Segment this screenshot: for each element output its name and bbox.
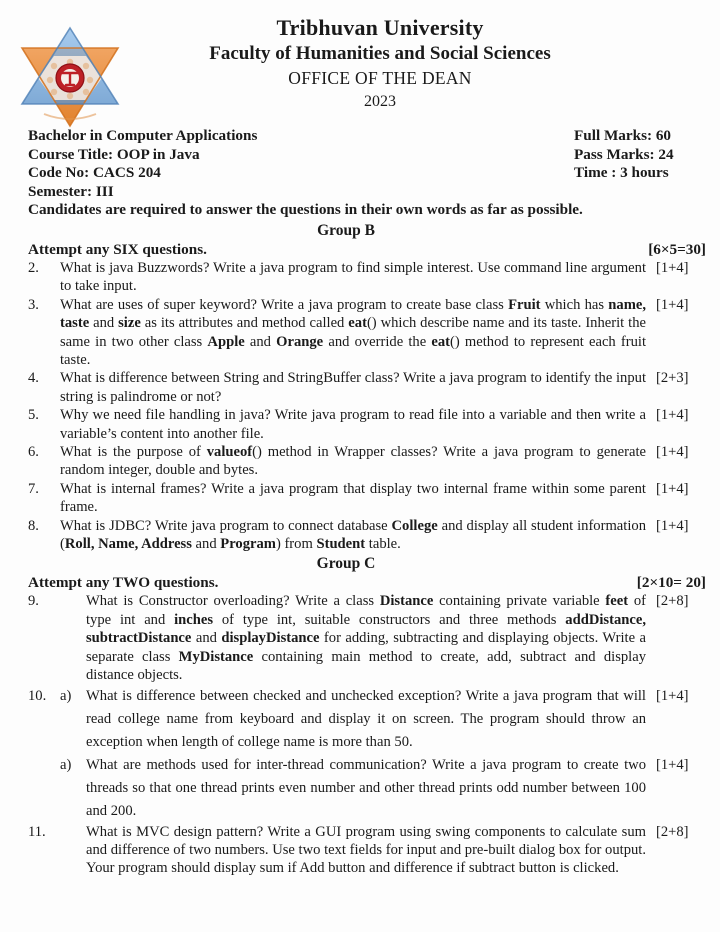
office-name: OFFICE OF THE DEAN (288, 68, 472, 88)
question-marks: [1+4] (656, 444, 689, 461)
exam-year: 2023 (364, 93, 396, 110)
group-b-title: Group B (317, 221, 375, 239)
question-number: 3. (28, 296, 39, 313)
question-marks: [1+4] (656, 259, 689, 276)
question-number: 8. (28, 517, 39, 534)
group-b-attempt-row (28, 240, 706, 259)
question-marks: [1+4] (656, 480, 689, 497)
meta-spacer (574, 183, 706, 202)
group-c-question-list (28, 592, 706, 877)
meta-row-course (28, 146, 706, 165)
question-text: What is difference between checked and unchecked exception? Write a java program that will read college name from keyboard and display it on screen. The program should throw an exception when length of college name is more than 50. (86, 687, 646, 750)
question-item (28, 259, 706, 296)
question-text: What is JDBC? Write java program to connect database College and display all student information (Roll, Name, Address and Program) from Student table. (60, 517, 646, 553)
question-number: 6. (28, 444, 39, 461)
meta-row-program (28, 127, 706, 146)
question-item (28, 592, 706, 684)
question-text: What is difference between String and StringBuffer class? Write a java program to identify the input string is palindrome or not? (60, 370, 646, 405)
question-number: 11. (28, 823, 46, 840)
program-name: Bachelor in Computer Applications (28, 127, 258, 144)
question-number: 2. (28, 259, 39, 276)
question-item (28, 369, 706, 406)
question-text: What are methods used for inter-thread communication? Write a java program to create two threads so that one thread prints even number and other thread prints odd number between 100 and 200. (86, 756, 646, 819)
question-marks: [1+4] (656, 296, 689, 313)
group-c-title: Group C (316, 555, 376, 573)
group-b-attempt-marks: [6×5=30] (648, 240, 706, 258)
question-item (28, 296, 706, 370)
question-marks: [2+3] (656, 370, 689, 387)
question-item (28, 517, 706, 554)
faculty-name: Faculty of Humanities and Social Sciences (209, 43, 551, 64)
course-title: Course Title: OOP in Java (28, 145, 200, 163)
group-b-attempt-label: Attempt any SIX questions. (28, 240, 207, 258)
question-number: 4. (28, 370, 39, 387)
group-c-attempt-marks: [2×10= 20] (636, 574, 706, 592)
group-c-attempt-row (28, 573, 706, 592)
question-item (28, 754, 706, 823)
course-code: Code No: CACS 204 (28, 164, 161, 182)
university-name: Tribhuvan University (276, 15, 484, 40)
question-number: 5. (28, 407, 39, 424)
group-c-attempt-label: Attempt any TWO questions. (28, 574, 219, 592)
exam-meta-block (28, 127, 706, 220)
question-marks: [1+4] (656, 756, 689, 773)
question-marks: [2+8] (656, 593, 689, 610)
question-sub-label: a) (60, 756, 72, 773)
question-text: What is java Buzzwords? Write a java program to find simple interest. Use command line argument to take input. (60, 259, 646, 295)
question-text: What is the purpose of valueof() method in Wrapper classes? Write a java program to generate random integer, double and bytes. (60, 444, 646, 479)
question-item (28, 443, 706, 480)
question-marks: [1+4] (656, 687, 689, 704)
question-item (28, 685, 706, 754)
question-text: What is internal frames? Write a java program that display two internal frame within some parent frame. (60, 480, 646, 516)
question-text: Why we need file handling in java? Write java program to read file into a variable and then write a variable’s content into another file. (60, 407, 646, 442)
question-number: 7. (28, 480, 39, 497)
page-header (0, 0, 720, 122)
question-marks: [1+4] (656, 517, 689, 534)
question-item (28, 406, 706, 443)
question-sub-label: a) (60, 687, 72, 704)
semester: Semester: III (28, 182, 114, 200)
exam-time: Time : 3 hours (574, 164, 669, 182)
group-b-question-list (28, 259, 706, 554)
pass-marks: Pass Marks: 24 (574, 145, 674, 163)
candidate-note: Candidates are required to answer the questions in their own words as far as possible. (28, 201, 583, 219)
tribhuvan-university-logo-icon (14, 22, 126, 134)
question-marks: [1+4] (656, 407, 689, 424)
question-marks: [2+8] (656, 823, 689, 840)
question-item (28, 480, 706, 517)
question-text: What is Constructor overloading? Write a class Distance containing private variable feet of type int and inches of type int, suitable constructors and three methods addDistance, subtractDistance and displayDistance for adding, subtracting and displaying objects. Write a separate class MyDistance containing main method to create, add, subtract and display distance objects. (86, 593, 646, 684)
question-item (28, 823, 706, 878)
meta-row-semester (28, 183, 706, 202)
question-number: 9. (28, 593, 39, 610)
question-text: What are uses of super keyword? Write a java program to create base class Fruit which has name, taste and size as its attributes and method called eat() which describe name and its taste. Inherit the same in two other class Apple and Orange and override the eat() method to represent each fruit taste. (60, 296, 647, 368)
question-number: 10. (28, 687, 47, 704)
question-text: What is MVC design pattern? Write a GUI program using swing components to calculate sum and difference of two numbers. Use two text fields for input and pre-built dialog box for output. Your program should display sum if Add button and difference if subtract button is clicked. (86, 823, 646, 877)
meta-row-code (28, 164, 706, 183)
full-marks: Full Marks: 60 (574, 127, 672, 144)
